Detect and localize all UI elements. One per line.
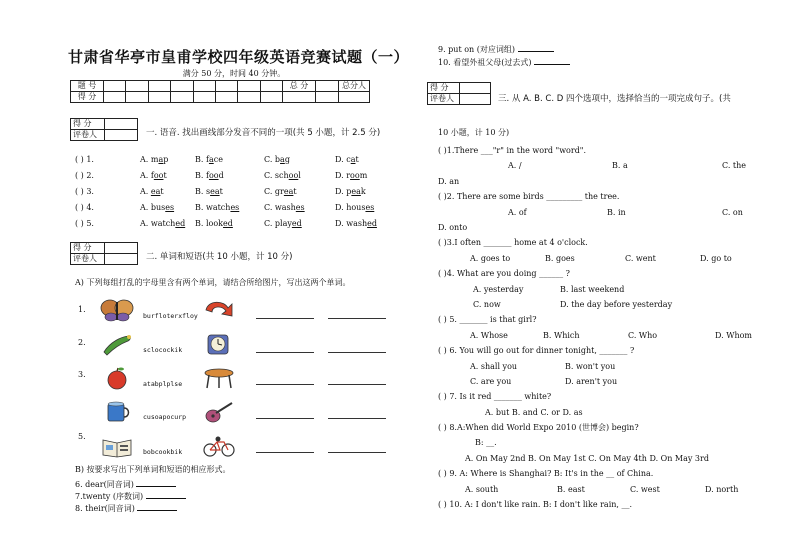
section3-line: B. goes: [545, 254, 575, 263]
cup-icon: [100, 400, 134, 424]
section3-line: A. goes to: [470, 254, 511, 263]
scorer-box-label: 评卷人: [71, 130, 105, 141]
answer-blank[interactable]: [534, 64, 570, 65]
section3-line: C. west: [630, 485, 660, 494]
section3-line: A. yesterday: [473, 285, 524, 294]
b-question-6: 6. dear(同音词): [75, 480, 176, 490]
section2-part-b-instruction: B) 按要求写出下列单词和短语的相应形式。: [75, 465, 231, 474]
section3-line: ( )4. What are you doing ______ ?: [438, 269, 570, 278]
q4-option-d: D. houses: [335, 203, 375, 212]
answer-blank[interactable]: [328, 384, 386, 385]
section3-line: A. but B. and C. or D. as: [485, 408, 583, 417]
answer-blank[interactable]: [256, 352, 314, 353]
q5-option-b: B. looked: [195, 219, 233, 228]
score-box-label: 得 分: [428, 83, 460, 94]
q2-option-c: C. school: [264, 171, 301, 180]
b-question-9: 9. put on (对应词组): [438, 45, 554, 55]
answer-blank[interactable]: [256, 418, 314, 419]
answer-blank[interactable]: [256, 384, 314, 385]
score-table-label-score: 得 分: [71, 92, 104, 103]
section3-line: C. the: [722, 161, 747, 170]
section1-score-box: [70, 118, 138, 141]
scrambled-letters: bobcookbik: [143, 448, 183, 456]
section3-line: C. now: [473, 300, 501, 309]
section3-line: B. won't you: [565, 362, 616, 371]
section3-line: D. the day before yesterday: [560, 300, 673, 309]
section3-line: D. Whom: [715, 331, 752, 340]
answer-blank[interactable]: [328, 318, 386, 319]
section3-line: A. Whose: [470, 331, 508, 340]
clock-icon: [202, 332, 236, 356]
section3-line: D. go to: [700, 254, 732, 263]
q2-option-b: B. food: [195, 171, 224, 180]
section3-line: C. Who: [628, 331, 658, 340]
answer-blank[interactable]: [137, 510, 177, 511]
section3-heading: 三. 从 A. B. C. D 四个选项中，选择恰当的一项完成句子。(共: [498, 94, 731, 104]
b-question-7: 7.twenty (序数词): [75, 492, 186, 502]
item-number: 5.: [78, 432, 86, 441]
answer-blank[interactable]: [146, 498, 186, 499]
q2-number: ( ) 2.: [75, 171, 94, 180]
q3-option-b: B. seat: [195, 187, 223, 196]
section3-line: A. south: [465, 485, 499, 494]
q2-option-d: D. room: [335, 171, 368, 180]
book-icon: [100, 434, 134, 458]
score-table: [70, 80, 370, 103]
score-table-label-scorer: 总分人: [339, 81, 370, 92]
score-box-label: 得 分: [71, 119, 105, 130]
section3-line: B. in: [607, 208, 626, 217]
section2-score-box: [70, 242, 138, 265]
section2-heading: 二. 单词和短语(共 10 小题，计 10 分): [146, 252, 293, 262]
q5-number: ( ) 5.: [75, 219, 94, 228]
section3-line: A. /: [508, 161, 522, 170]
q4-number: ( ) 4.: [75, 203, 94, 212]
item-number: 2.: [78, 338, 86, 347]
q5-option-c: C. played: [264, 219, 302, 228]
section3-heading-cont: 10 小题，计 10 分): [438, 128, 510, 137]
answer-blank[interactable]: [136, 486, 176, 487]
section3-line: C. went: [625, 254, 656, 263]
answer-blank[interactable]: [256, 318, 314, 319]
section3-line: B. last weekend: [560, 285, 625, 294]
score-table-label-question: 题 号: [71, 81, 104, 92]
section3-line: D. an: [438, 177, 460, 186]
section3-line: D. onto: [438, 223, 468, 232]
q4-option-a: A. buses: [140, 203, 175, 212]
section3-line: ( )3.I often _______ home at 4 o'clock.: [438, 238, 588, 247]
section3-line: C. on: [722, 208, 743, 217]
q1-option-c: C. bag: [264, 155, 290, 164]
guitar-icon: [202, 400, 236, 424]
answer-blank[interactable]: [518, 51, 554, 52]
table-icon: [202, 366, 236, 390]
section3-line: B. east: [557, 485, 585, 494]
section3-line: ( )2. There are some birds _________ the tree.: [438, 192, 620, 201]
q5-option-a: A. watched: [140, 219, 186, 228]
q4-option-b: B. watches: [195, 203, 240, 212]
q1-option-b: B. face: [195, 155, 223, 164]
section3-line: A. shall you: [470, 362, 518, 371]
q2-option-a: A. foot: [140, 171, 167, 180]
section2-part-a-instruction: A) 下列每组打乱的字母里含有两个单词，请结合所给图片，写出这两个单词。: [75, 278, 351, 287]
scrambled-letters: sclocockik: [143, 346, 183, 354]
q1-number: ( ) 1.: [75, 155, 94, 164]
scorer-box-label: 评卷人: [428, 94, 460, 105]
apple-icon: [100, 366, 134, 390]
cucumber-icon: [100, 332, 134, 356]
q3-option-d: D. peak: [335, 187, 366, 196]
score-table-label-total: 总 分: [283, 81, 316, 92]
answer-blank[interactable]: [256, 452, 314, 453]
section3-line: D. north: [705, 485, 739, 494]
section3-score-box: [427, 82, 491, 105]
exam-info: 满分 50 分，时间 40 分钟。: [182, 69, 286, 78]
section3-line: ( ) 8.A:When did World Expo 2010 (世博会) begin?: [438, 423, 639, 432]
section3-line: B. a: [612, 161, 628, 170]
q1-option-d: D. cat: [335, 155, 359, 164]
q3-number: ( ) 3.: [75, 187, 94, 196]
section3-line: ( ) 5. _______ is that girl?: [438, 315, 537, 324]
section3-line: A. On May 2nd B. On May 1st C. On May 4th D. On May 3rd: [465, 454, 709, 463]
section3-line: ( ) 9. A: Where is Shanghai? B: It's in the __ of China.: [438, 469, 654, 478]
q4-option-c: C. washes: [264, 203, 305, 212]
q1-option-a: A. map: [140, 155, 169, 164]
section3-line: C. are you: [470, 377, 512, 386]
scrambled-letters: burfloterxfloy: [143, 312, 198, 320]
section3-line: B: __.: [475, 438, 497, 447]
q3-option-a: A. eat: [140, 187, 164, 196]
answer-blank[interactable]: [328, 418, 386, 419]
q3-option-c: C. great: [264, 187, 297, 196]
section3-line: A. of: [508, 208, 527, 217]
section3-line: ( )1.There ___"r" in the word "word".: [438, 146, 587, 155]
item-number: 3.: [78, 370, 86, 379]
page-title: 甘肃省华亭市皇甫学校四年级英语竞赛试题（一）: [68, 48, 410, 66]
q5-option-d: D. washed: [335, 219, 377, 228]
arrow-icon: [202, 298, 236, 322]
scrambled-letters: cusoapocurp: [143, 413, 187, 421]
section3-line: ( ) 6. You will go out for dinner tonight, _______ ?: [438, 346, 635, 355]
item-number: 1.: [78, 305, 86, 314]
bike-icon: [202, 434, 236, 458]
score-box-label: 得 分: [71, 243, 105, 254]
section3-line: ( ) 7. Is it red _______ white?: [438, 392, 552, 401]
scorer-box-label: 评卷人: [71, 254, 105, 265]
scrambled-letters: atabplplse: [143, 380, 183, 388]
section3-line: D. aren't you: [565, 377, 618, 386]
b-question-10: 10. 看望外祖父母(过去式): [438, 58, 570, 68]
butterfly-icon: [100, 298, 134, 322]
section1-heading: 一. 语音. 找出画线部分发音不同的一项(共 5 小题，计 2.5 分): [146, 128, 381, 138]
answer-blank[interactable]: [328, 352, 386, 353]
section3-line: B. Which: [543, 331, 580, 340]
b-question-8: 8. their(同音词): [75, 504, 177, 514]
section3-line: ( ) 10. A: I don't like rain. B: I don't like rain, __.: [438, 500, 633, 509]
answer-blank[interactable]: [328, 452, 386, 453]
